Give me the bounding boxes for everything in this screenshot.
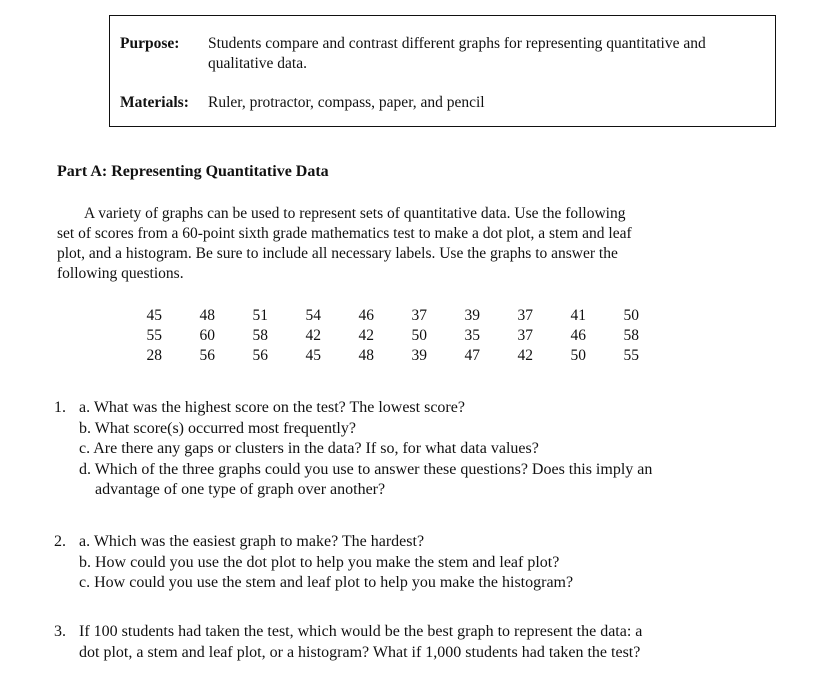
score-cell: 37: [517, 327, 533, 344]
question-line: advantage of one type of graph over another?: [95, 481, 386, 498]
score-cell: 42: [305, 327, 321, 344]
question-line: b. How could you use the dot plot to help you make the stem and leaf plot?: [79, 553, 560, 571]
score-cell: 37: [411, 307, 427, 324]
score-cell: 47: [464, 347, 480, 364]
score-cell: 60: [199, 327, 215, 344]
score-cell: 35: [464, 327, 480, 344]
question-3: [54, 622, 794, 663]
score-cell: 50: [623, 307, 639, 324]
score-cell: 37: [517, 307, 533, 324]
paragraph-line-4: following questions.: [57, 265, 184, 282]
score-cell: 39: [411, 347, 427, 364]
score-cell: 56: [199, 347, 215, 364]
question-line: a. What was the highest score on the test? The lowest score?: [79, 399, 465, 416]
question-number: 3.: [54, 623, 66, 640]
question-line: b. What score(s) occurred most frequently?: [79, 419, 356, 437]
score-cell: 28: [146, 347, 162, 364]
materials-label: Materials:: [120, 94, 189, 111]
question-line: c. How could you use the stem and leaf plot to help you make the histogram?: [79, 574, 574, 591]
score-cell: 45: [305, 347, 321, 364]
score-cell: 56: [252, 347, 268, 364]
score-cell: 51: [252, 307, 268, 324]
paragraph-line-2: set of scores from a 60-point sixth grade mathematics test to make a dot plot, a stem and leaf: [57, 225, 632, 242]
purpose-materials-box: [109, 15, 776, 127]
question-number: 2.: [54, 533, 66, 550]
materials-text: Ruler, protractor, compass, paper, and pencil: [208, 94, 485, 111]
score-cell: 45: [146, 307, 162, 324]
instructions-paragraph: [57, 204, 737, 284]
score-cell: 54: [305, 307, 321, 324]
score-cell: 41: [570, 307, 586, 324]
score-cell: 42: [358, 327, 374, 344]
question-2: [54, 532, 794, 594]
score-cell: 39: [464, 307, 480, 324]
score-cell: 42: [517, 347, 533, 364]
paragraph-line-3: plot, and a histogram. Be sure to include all necessary labels. Use the graphs to answer the: [57, 245, 618, 262]
purpose-label: Purpose:: [120, 35, 180, 52]
question-line: a. Which was the easiest graph to make? The hardest?: [79, 533, 425, 550]
question-line: d. Which of the three graphs could you use to answer these questions? Does this imply an: [79, 460, 653, 478]
question-number: 1.: [54, 399, 66, 416]
score-cell: 50: [411, 327, 427, 344]
score-cell: 46: [358, 307, 374, 324]
part-a-heading: Part A: Representing Quantitative Data: [57, 163, 329, 180]
score-cell: 48: [358, 347, 374, 364]
score-cell: 55: [623, 347, 639, 364]
question-line: dot plot, a stem and leaf plot, or a histogram? What if 1,000 students had taken the test?: [79, 643, 641, 661]
question-line: If 100 students had taken the test, which would be the best graph to represent the data: a: [79, 623, 643, 640]
score-cell: 58: [252, 327, 268, 344]
score-cell: 55: [146, 327, 162, 344]
score-cell: 50: [570, 347, 586, 364]
score-cell: 48: [199, 307, 215, 324]
paragraph-line-1: A variety of graphs can be used to represent sets of quantitative data. Use the following: [84, 205, 626, 222]
score-cell: 46: [570, 327, 586, 344]
score-cell: 58: [623, 327, 639, 344]
question-1: [54, 398, 794, 501]
purpose-line-2: qualitative data.: [208, 55, 307, 72]
question-line: c. Are there any gaps or clusters in the data? If so, for what data values?: [79, 440, 539, 457]
purpose-line-1: Students compare and contrast different graphs for representing quantitative and: [208, 35, 706, 52]
purpose-text: [208, 34, 706, 74]
